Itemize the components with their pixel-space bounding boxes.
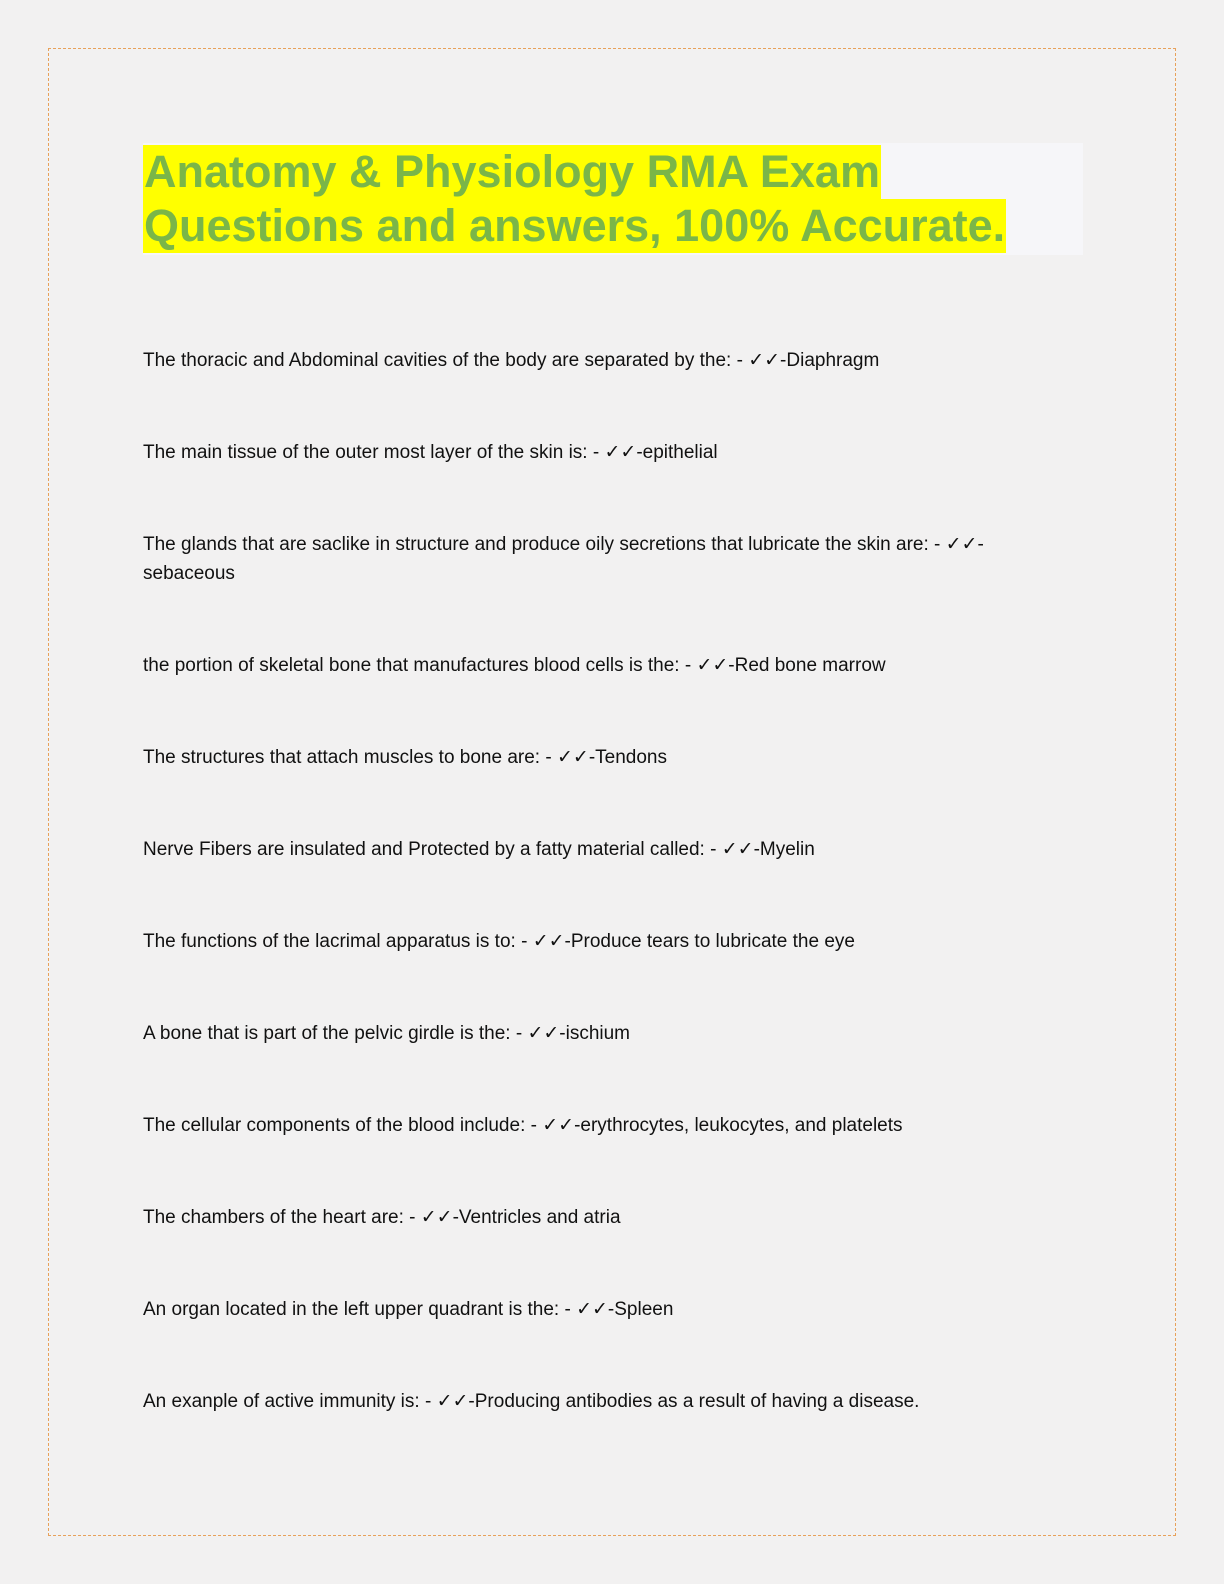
check-icon: ✓✓ [556,746,589,768]
qa-item [143,346,1053,375]
question-text: The glands that are saclike in structure and produce oily secretions that lubricate the skin are: - [143,534,946,555]
answer-text: -Diaphragm [780,350,880,371]
check-icon: ✓✓ [604,441,637,463]
check-icon: ✓✓ [436,1390,469,1412]
check-icon: ✓✓ [532,930,565,952]
question-text: An organ located in the left upper quadrant is the: - [143,1299,577,1320]
qa-item [143,438,1053,467]
check-icon: ✓✓ [696,654,729,676]
answer-text: -Tendons [588,747,667,768]
question-text: The functions of the lacrimal apparatus is to: - [143,931,533,952]
question-text: The cellular components of the blood include: - [143,1115,543,1136]
question-text: The main tissue of the outer most layer of the skin is: - [143,442,605,463]
qa-item [143,1111,1053,1140]
qa-item [143,743,1053,772]
document-title [143,143,1083,255]
answer-text: -Spleen [607,1299,674,1320]
answer-text: -sebaceous [143,534,984,584]
check-icon: ✓✓ [748,349,781,371]
qa-item [143,1295,1053,1324]
answer-text: -Ventricles and atria [452,1207,621,1228]
answer-text: -Produce tears to lubricate the eye [564,931,855,952]
check-icon: ✓✓ [945,533,978,555]
answer-text: -erythrocytes, leukocytes, and platelets [574,1115,903,1136]
answer-text: -ischium [559,1023,631,1044]
question-text: The structures that attach muscles to bone are: - [143,747,557,768]
question-text: A bone that is part of the pelvic girdle is the: - [143,1023,528,1044]
question-text: Nerve Fibers are insulated and Protected by a fatty material called: - [143,839,722,860]
qa-item [143,927,1053,956]
qa-item [143,1203,1053,1232]
answer-text: -Red bone marrow [728,655,886,676]
check-icon: ✓✓ [420,1206,453,1228]
check-icon: ✓✓ [527,1022,560,1044]
qa-item [143,835,1053,864]
question-text: The chambers of the heart are: - [143,1207,421,1228]
qa-item [143,651,1053,680]
answer-text: -Myelin [753,839,815,860]
qa-item [143,530,1053,588]
qa-item [143,1387,1053,1416]
qa-item [143,1019,1053,1048]
check-icon: ✓✓ [542,1114,575,1136]
check-icon: ✓✓ [721,838,754,860]
question-text: An exanple of active immunity is: - [143,1391,437,1412]
title-line-1: Anatomy & Physiology RMA Exam [144,146,880,197]
question-text: The thoracic and Abdominal cavities of the body are separated by the: - [143,350,749,371]
answer-text: -epithelial [636,442,718,463]
title-line-2: Questions and answers, 100% Accurate. [144,200,1006,251]
answer-text: -Producing antibodies as a result of having a disease. [468,1391,920,1412]
question-text: the portion of skeletal bone that manufactures blood cells is the: - [143,655,697,676]
check-icon: ✓✓ [576,1298,608,1320]
